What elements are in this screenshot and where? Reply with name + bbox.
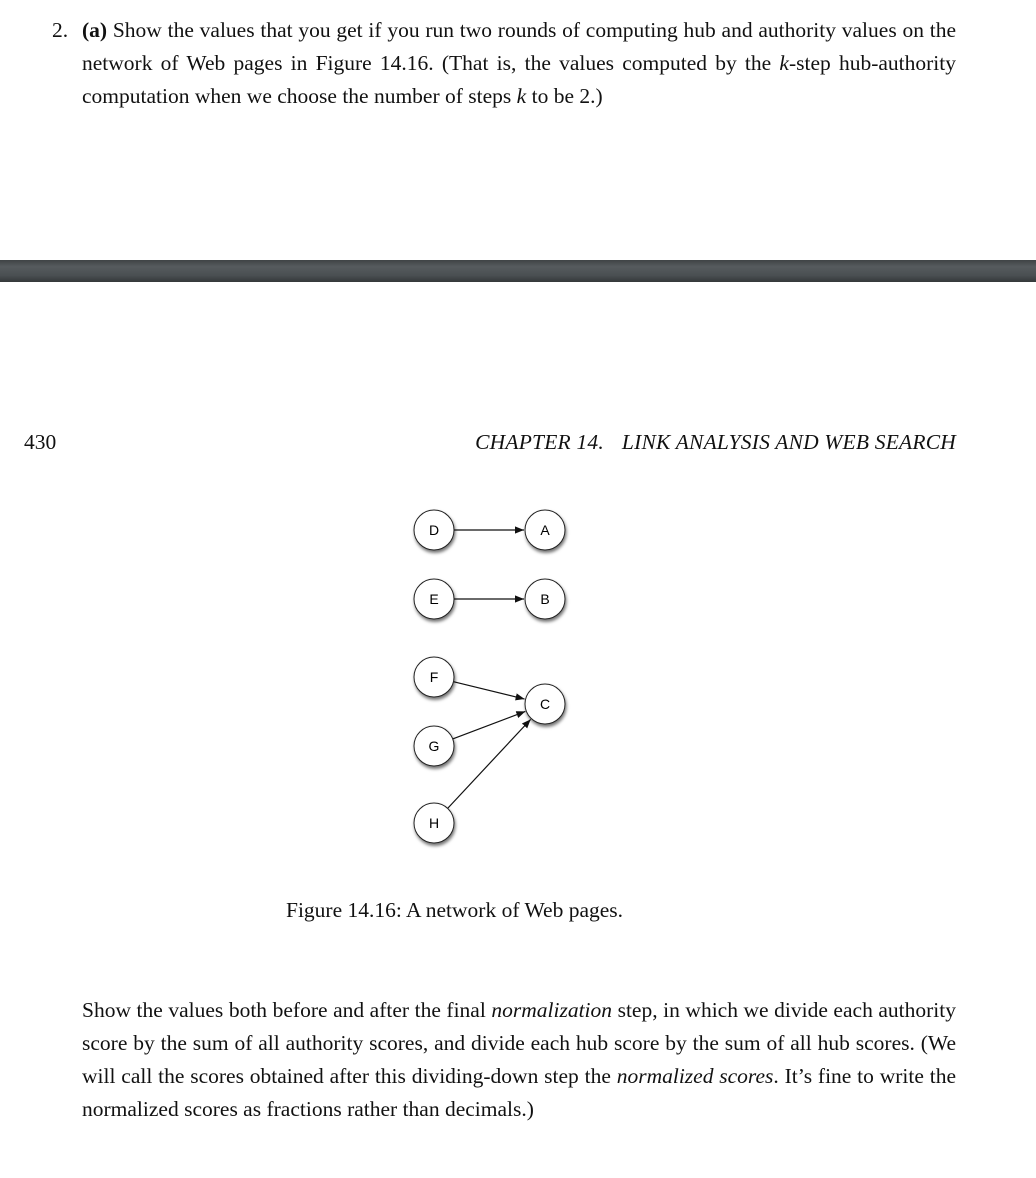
- exercise-text-2: -step hub-authority computation when we choose the number of steps: [82, 51, 956, 108]
- node-c: [525, 684, 565, 724]
- node-e: [414, 579, 454, 619]
- network-figure: [380, 500, 620, 860]
- node-a: [525, 510, 565, 550]
- emphasis-normalization: normalization: [491, 998, 613, 1022]
- exercise-part-label: (a): [82, 18, 108, 42]
- page-number: 430: [24, 430, 57, 454]
- running-header: [475, 430, 956, 455]
- node-label: E: [429, 591, 439, 607]
- exercise-2a: [52, 14, 956, 113]
- exercise-text-3: to be 2.): [526, 84, 603, 108]
- edges-layer: [448, 530, 531, 808]
- chapter-label: CHAPTER 14.: [475, 430, 604, 454]
- edge-f-to-c: [453, 682, 524, 699]
- node-b: [525, 579, 565, 619]
- body-paragraph: [82, 994, 956, 1126]
- node-label: D: [428, 522, 440, 538]
- node-label: C: [539, 696, 551, 712]
- emphasis-normalized-scores: normalized scores: [616, 1064, 774, 1088]
- body-text-2: step, in which we divide each authority score by the sum of all authority scores, and divide each hub score by the sum of all hub scores. (We will call the scores obtained after this dividing-down step the: [82, 998, 956, 1088]
- edge-h-to-c: [448, 719, 531, 808]
- body-text-3: . It’s fine to write the normalized scores as fractions rather than decimals.): [82, 1064, 956, 1121]
- node-label: B: [540, 591, 550, 607]
- variable-k: k: [516, 84, 527, 108]
- node-d: [414, 510, 454, 550]
- node-h: [414, 803, 454, 843]
- variable-k: k: [779, 51, 789, 75]
- chapter-title: LINK ANALYSIS AND WEB SEARCH: [621, 430, 956, 454]
- node-g: [414, 726, 454, 766]
- figure-caption: Figure 14.16: A network of Web pages.: [286, 898, 624, 922]
- node-label: F: [429, 669, 439, 685]
- nodes-layer: [414, 510, 565, 843]
- exercise-text-1: Show the values that you get if you run two rounds of computing hub and authority values on the network of Web pages in Figure 14.16. (That is, the values computed by the: [82, 18, 956, 75]
- edge-g-to-c: [453, 711, 526, 738]
- exercise-number: 2.: [52, 18, 69, 42]
- node-label: G: [428, 738, 440, 754]
- page-separator: [0, 260, 1036, 282]
- node-f: [414, 657, 454, 697]
- node-label: A: [540, 522, 550, 538]
- previous-page-fragment: [0, 0, 1036, 260]
- body-text-1: Show the values both before and after the final: [82, 998, 492, 1022]
- node-label: H: [428, 815, 440, 831]
